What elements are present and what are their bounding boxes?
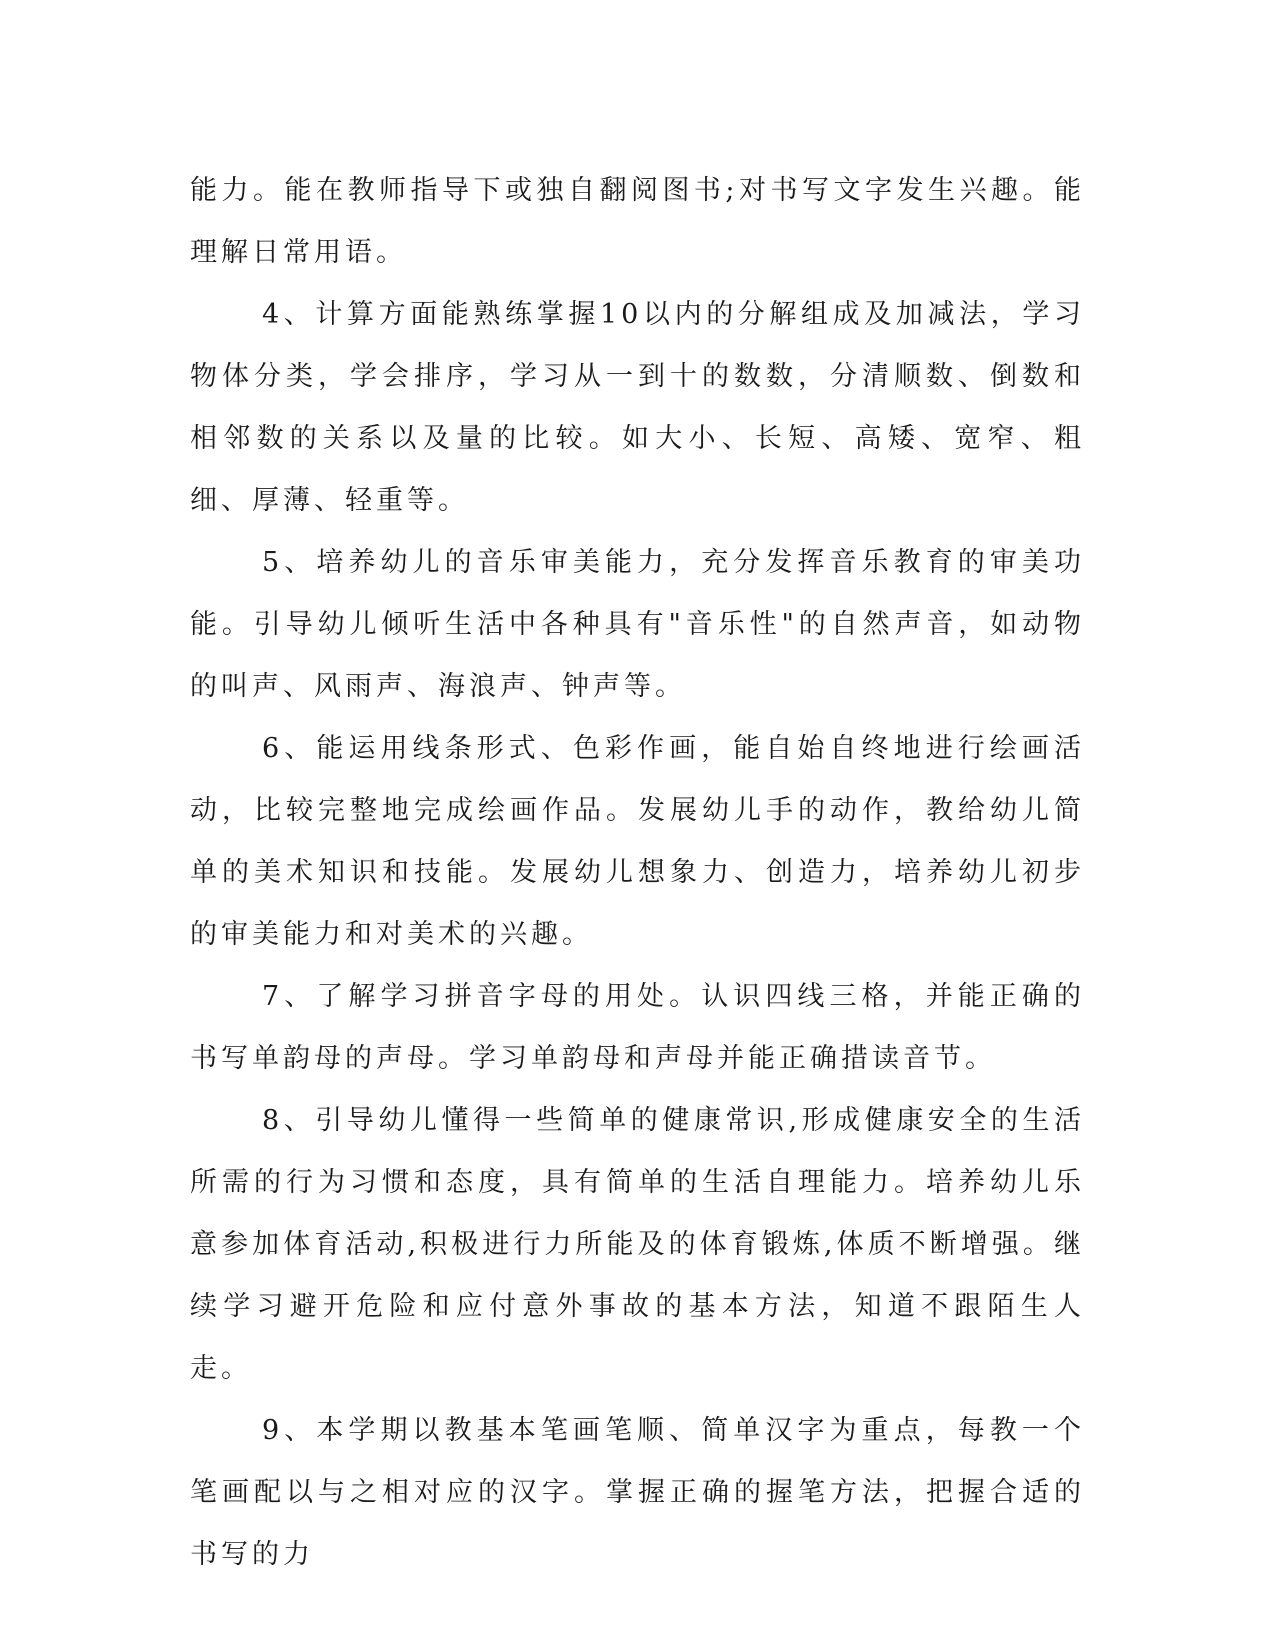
- paragraph-continuation: 能力。能在教师指导下或独自翻阅图书;对书写文字发生兴趣。能理解日常用语。: [190, 175, 1085, 268]
- document-body: [190, 160, 1085, 1586]
- paragraph-item-5: 5、培养幼儿的音乐审美能力，充分发挥音乐教育的审美功能。引导幼儿倾听生活中各种具有"音乐性"的自然声音，如动物的叫声、风雨声、海浪声、钟声等。: [190, 547, 1085, 702]
- paragraph-item-9: 9、本学期以教基本笔画笔顺、简单汉字为重点，每教一个笔画配以与之相对应的汉字。掌握正确的握笔方法，把握合适的书写的力: [190, 1415, 1085, 1570]
- paragraph-item-4: 4、计算方面能熟练掌握10以内的分解组成及加减法，学习物体分类，学会排序，学习从一到十的数数，分清顺数、倒数和相邻数的关系以及量的比较。如大小、长短、高矮、宽窄、粗细、厚薄、轻重等。: [190, 299, 1085, 516]
- paragraph-item-7: 7、了解学习拼音字母的用处。认识四线三格，并能正确的书写单韵母的声母。学习单韵母和声母并能正确措读音节。: [190, 981, 1085, 1074]
- paragraph-item-8: 8、引导幼儿懂得一些简单的健康常识,形成健康安全的生活所需的行为习惯和态度，具有简单的生活自理能力。培养幼儿乐意参加体育活动,积极进行力所能及的体育锻炼,体质不断增强。继续学习避开危险和应付意外事故的基本方法，知道不跟陌生人走。: [190, 1105, 1085, 1384]
- paragraph-item-6: 6、能运用线条形式、色彩作画，能自始自终地进行绘画活动，比较完整地完成绘画作品。发展幼儿手的动作，教给幼儿简单的美术知识和技能。发展幼儿想象力、创造力，培养幼儿初步的审美能力和对美术的兴趣。: [190, 733, 1085, 950]
